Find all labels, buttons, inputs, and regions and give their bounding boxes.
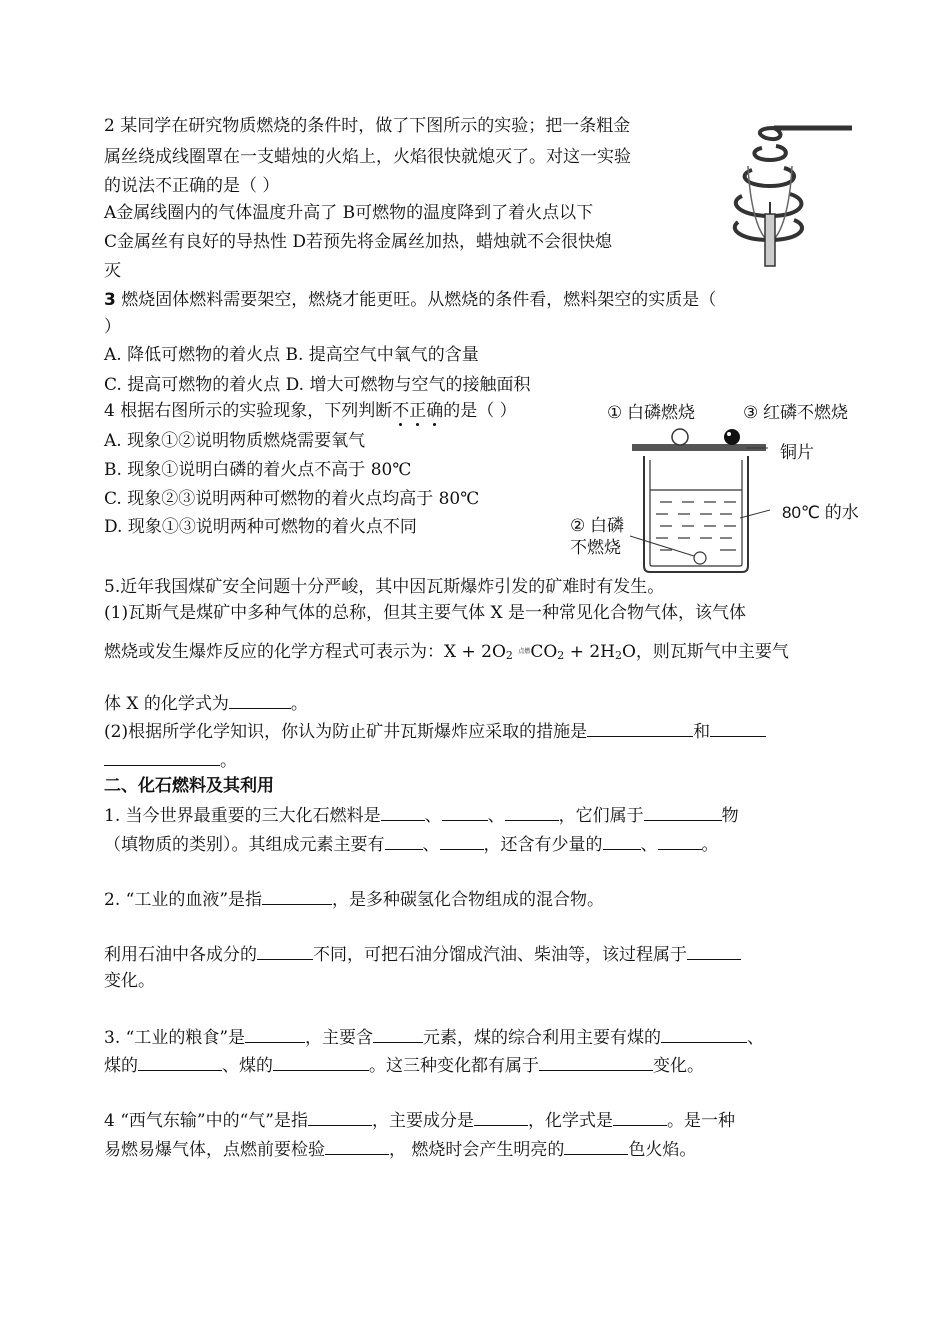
q3-line-1 — [104, 288, 716, 312]
q5-l6: 。 — [220, 751, 237, 771]
answer-blank[interactable] — [138, 1052, 222, 1071]
fig-label-submerged-phosphorus-a: ② 白磷 — [570, 516, 624, 535]
q3-number: 3 — [104, 290, 116, 310]
q5-l4-a: 体 X 的化学式为 — [104, 694, 229, 714]
q5-eq-c: + 2H — [564, 642, 615, 662]
s2-p2b-line-2: 变化。 — [104, 971, 155, 991]
q4-option-c: C. 现象②③说明两种可燃物的着火点均高于 80℃ — [104, 489, 480, 509]
section-2-title: 二、化石燃料及其利用 — [104, 776, 274, 796]
answer-blank[interactable] — [245, 1024, 305, 1043]
s2-p2b-a: 利用石油中各成分的 — [104, 945, 257, 965]
sep: 、 — [422, 835, 440, 855]
s2-p4-f: ， 燃烧时会产生明亮的 — [389, 1140, 565, 1160]
s2-p2-line — [104, 886, 604, 912]
s2-p3-e: 煤的 — [104, 1056, 138, 1076]
q2-option-a-b: A金属线圈内的气体温度升高了 B可燃物的温度降到了着火点以下 — [104, 203, 594, 223]
q5-equation-line: 燃烧或发生爆炸反应的化学方程式可表示为：X + 2O2 点燃CO2 + 2H2O，则瓦斯气中主要气 — [104, 642, 789, 662]
q5-eq-a: 燃烧或发生爆炸反应的化学方程式可表示为：X + 2O — [104, 642, 506, 662]
s2-p4-c: ，化学式是 — [527, 1111, 613, 1131]
s2-p3-f: 、煤的 — [222, 1056, 273, 1076]
q4-stem-c: 的是（ ） — [443, 401, 517, 421]
q4-option-a: A. 现象①②说明物质燃烧需要氧气 — [104, 431, 366, 451]
q4-stem-a: 4 根据右图所示的实验现象，下列判断 — [104, 401, 393, 421]
answer-blank[interactable] — [385, 831, 423, 850]
answer-blank[interactable] — [505, 802, 559, 821]
answer-blank[interactable] — [658, 831, 702, 850]
sep: 、 — [640, 835, 658, 855]
q4-stem-emphasis-text: 不正确 — [392, 401, 444, 421]
answer-blank[interactable] — [229, 690, 291, 709]
q5-eq-d: O，则瓦斯气中主要气 — [622, 642, 789, 662]
answer-blank[interactable] — [687, 941, 741, 960]
s2-p1-line-2 — [104, 831, 719, 857]
s2-p1-line-1 — [104, 802, 739, 828]
q5-line-4 — [104, 690, 308, 716]
s2-p3-h: 变化。 — [653, 1056, 704, 1076]
answer-blank[interactable] — [539, 1052, 653, 1071]
answer-blank[interactable] — [564, 1136, 628, 1155]
s2-p4-line-2 — [104, 1136, 696, 1162]
s2-p1-a: 1. 当今世界最重要的三大化石燃料是 — [104, 806, 381, 826]
answer-blank[interactable] — [613, 1107, 667, 1126]
s2-p4-g: 色火焰。 — [628, 1140, 697, 1160]
beaker-experiment-figure — [620, 420, 770, 580]
fig-label-white-phosphorus-burning: ① 白磷燃烧 — [607, 403, 695, 422]
q3-option-c-d: C. 提高可燃物的着火点 D. 增大可燃物与空气的接触面积 — [104, 375, 531, 395]
sep: 、 — [487, 806, 505, 826]
q5-eq-b: CO — [530, 642, 558, 662]
answer-blank[interactable] — [644, 802, 722, 821]
sep: 、 — [424, 806, 442, 826]
q2-option-c-d: C金属丝有良好的导热性 D若预先将金属丝加热，蜡烛就不会很快熄 — [104, 232, 613, 252]
answer-blank[interactable] — [661, 1024, 747, 1043]
q3-stem: 燃烧固体燃料需要架空，燃烧才能更旺。从燃烧的条件看，燃料架空的实质是（ — [115, 290, 717, 310]
s2-p3-line-2 — [104, 1052, 704, 1078]
s2-p3-d: 、 — [747, 1028, 765, 1048]
s2-p2b-b: 不同，可把石油分馏成汽油、柴油等，该过程属于 — [313, 945, 687, 965]
q4-option-b: B. 现象①说明白磷的着火点不高于 80℃ — [104, 460, 412, 480]
q2-line-1: 2 某同学在研究物质燃烧的条件时，做了下图所示的实验；把一条粗金 — [104, 116, 631, 136]
q2-line-3: 的说法不正确的是（ ） — [104, 176, 280, 196]
answer-blank[interactable] — [474, 1107, 528, 1126]
fig-label-submerged-phosphorus-b: 不燃烧 — [570, 538, 621, 557]
s2-p3-c: 元素，煤的综合利用主要有煤的 — [423, 1028, 662, 1048]
q5-eq-condition: 点燃 — [518, 648, 531, 655]
s2-p1-d: （填物质的类别）。其组成元素主要有 — [104, 835, 385, 855]
s2-p3-b: ，主要含 — [305, 1028, 374, 1048]
q2-line-6: 灭 — [104, 261, 121, 281]
metal-coil-candle-figure — [728, 106, 856, 268]
s2-p1-e: ，还含有少量的 — [483, 835, 603, 855]
q4-stem — [104, 399, 517, 423]
answer-blank[interactable] — [273, 1052, 369, 1071]
s2-p3-a: 3. “工业的粮食”是 — [104, 1028, 246, 1048]
s2-p4-e: 易燃易爆气体，点燃前要检验 — [104, 1140, 325, 1160]
q5-l5-a: (2)根据所学化学知识，你认为防止矿井瓦斯爆炸应采取的措施是 — [104, 722, 588, 742]
s2-p2-b: ，是多种碳氢化合物组成的混合物。 — [332, 890, 605, 910]
q3-option-a-b: A. 降低可燃物的着火点 B. 提高空气中氧气的含量 — [104, 345, 479, 365]
fig-label-hot-water: 80℃ 的水 — [782, 503, 859, 522]
answer-blank[interactable] — [325, 1136, 389, 1155]
s2-p4-d: 。是一种 — [666, 1111, 735, 1131]
answer-blank[interactable] — [381, 802, 425, 821]
q4-option-d: D. 现象①③说明两种可燃物的着火点不同 — [104, 517, 417, 537]
s2-p1-c: 物 — [721, 806, 739, 826]
answer-blank[interactable] — [442, 802, 488, 821]
s2-p4-b: ，主要成分是 — [371, 1111, 474, 1131]
answer-blank[interactable] — [104, 747, 220, 766]
answer-blank[interactable] — [587, 718, 693, 737]
answer-blank[interactable] — [262, 886, 332, 905]
s2-p2-a: 2. “工业的血液”是指 — [104, 890, 263, 910]
s2-p1-f: 。 — [701, 835, 719, 855]
q5-line-1: 5.近年我国煤矿安全问题十分严峻，其中因瓦斯爆炸引发的矿难时有发生。 — [104, 577, 665, 597]
q5-l4-b: 。 — [290, 694, 308, 714]
s2-p4-line-1 — [104, 1107, 735, 1133]
s2-p3-line-1 — [104, 1024, 764, 1050]
q5-line-5 — [104, 718, 766, 744]
answer-blank[interactable] — [257, 941, 313, 960]
q5-line-6 — [104, 747, 237, 773]
s2-p2b-line-1 — [104, 941, 741, 967]
answer-blank[interactable] — [373, 1024, 423, 1043]
s2-p3-g: 。这三种变化都有属于 — [369, 1056, 539, 1076]
answer-blank[interactable] — [710, 718, 766, 737]
q3-line-2: ） — [104, 317, 121, 337]
q2-line-2: 属丝绕成线圈罩在一支蜡烛的火焰上，火焰很快就熄灭了。对这一实验 — [104, 147, 631, 167]
q4-emphasis — [392, 401, 443, 421]
s2-p4-a: 4 “西气东输”中的“气”是指 — [104, 1111, 308, 1131]
s2-p1-b: ，它们属于 — [558, 806, 644, 826]
answer-blank[interactable] — [440, 831, 484, 850]
q5-l5-b: 和 — [693, 722, 711, 742]
answer-blank[interactable] — [603, 831, 641, 850]
fig-label-red-phosphorus: ③ 红磷不燃烧 — [743, 403, 848, 422]
q5-line-2: (1)瓦斯气是煤矿中多种气体的总称，但其主要气体 X 是一种常见化合物气体，该气体 — [104, 603, 746, 623]
fig-label-copper-plate: 铜片 — [780, 443, 814, 462]
answer-blank[interactable] — [308, 1107, 372, 1126]
